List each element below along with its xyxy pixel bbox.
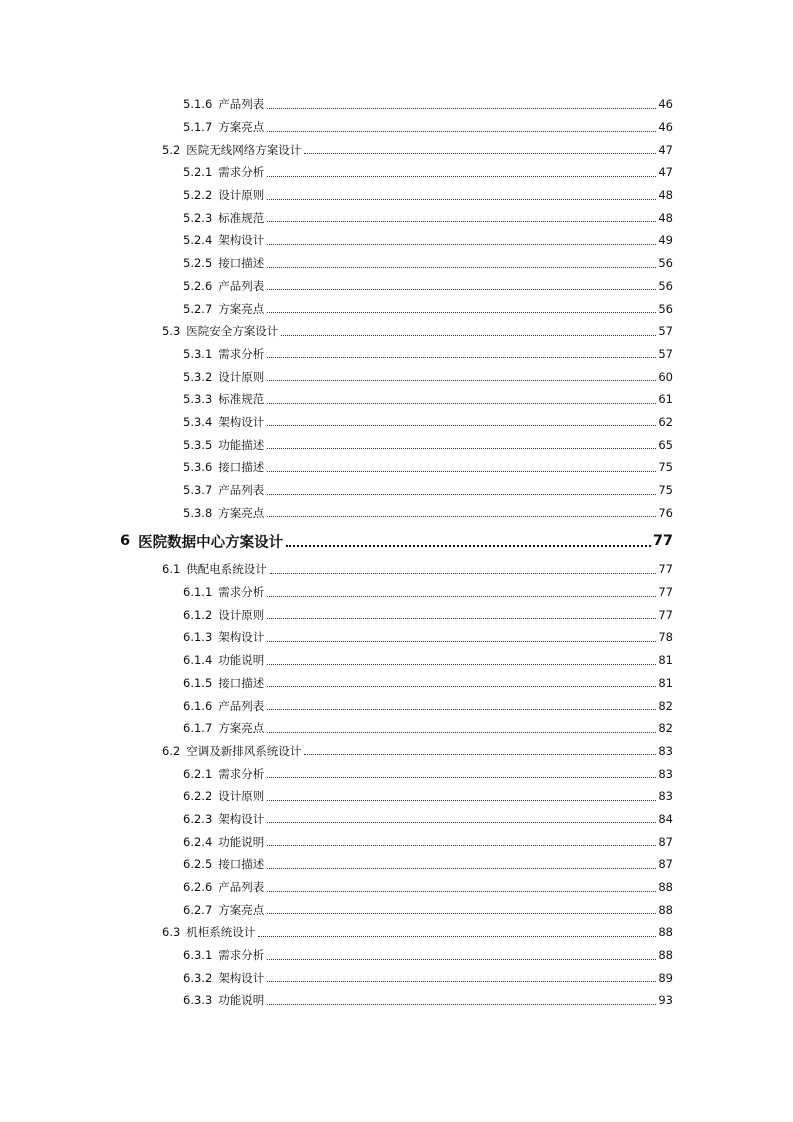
toc-entry-title: 供配电系统设计 xyxy=(186,562,267,577)
toc-entry[interactable] xyxy=(0,694,673,717)
toc-entry[interactable] xyxy=(0,672,673,695)
toc-entry[interactable] xyxy=(0,626,673,649)
toc-entry-title: 机柜系统设计 xyxy=(186,925,256,940)
toc-entry-title: 产品列表 xyxy=(218,483,265,498)
dot-leader xyxy=(267,868,656,869)
dot-leader xyxy=(267,845,656,846)
toc-entry-page: 48 xyxy=(658,188,673,203)
toc-entry-number: 6.1.5 xyxy=(183,675,213,690)
toc-entry-title: 需求分析 xyxy=(218,585,265,600)
toc-entry-number: 6.2.2 xyxy=(183,789,213,804)
toc-entry[interactable] xyxy=(0,966,673,989)
toc-entry[interactable] xyxy=(0,501,673,524)
toc-entry-title: 方案亮点 xyxy=(218,902,265,917)
toc-entry-number: 6.2 xyxy=(162,743,181,758)
toc-entry-title: 需求分析 xyxy=(218,346,265,361)
toc-entry-page: 57 xyxy=(658,346,673,361)
toc-entry-page: 77 xyxy=(652,533,673,550)
toc-entry-number: 6.2.1 xyxy=(183,766,213,781)
toc-entry-title: 架构设计 xyxy=(218,414,265,429)
dot-leader xyxy=(267,709,656,710)
toc-entry-page: 75 xyxy=(658,460,673,475)
toc-entry-number: 6 xyxy=(120,533,131,550)
toc-entry-page: 75 xyxy=(658,483,673,498)
toc-entry[interactable] xyxy=(0,365,673,388)
toc-entry-number: 6.3 xyxy=(162,925,181,940)
toc-entry-title: 产品列表 xyxy=(218,698,265,713)
toc-entry-page: 61 xyxy=(658,392,673,407)
toc-entry-title: 架构设计 xyxy=(218,630,265,645)
dot-leader xyxy=(258,936,656,937)
toc-entry[interactable] xyxy=(0,785,673,808)
toc-entry-number: 5.3.1 xyxy=(183,346,213,361)
dot-leader xyxy=(267,108,656,109)
toc-entry[interactable] xyxy=(0,989,673,1012)
toc-entry-number: 5.1.6 xyxy=(183,97,213,112)
toc-entry[interactable] xyxy=(0,320,673,343)
toc-entry[interactable] xyxy=(0,603,673,626)
dot-leader xyxy=(267,664,656,665)
toc-entry-title: 需求分析 xyxy=(218,766,265,781)
toc-entry-page: 93 xyxy=(658,993,673,1008)
toc-entry-page: 83 xyxy=(658,766,673,781)
toc-entry-page: 81 xyxy=(658,675,673,690)
dot-leader xyxy=(267,494,656,495)
toc-entry-title: 医院无线网络方案设计 xyxy=(186,142,302,157)
toc-entry-number: 6.1.3 xyxy=(183,630,213,645)
toc-entry[interactable] xyxy=(0,456,673,479)
dot-leader xyxy=(267,289,656,290)
toc-entry-number: 6.1.7 xyxy=(183,721,213,736)
toc-entry[interactable] xyxy=(0,388,673,411)
toc-entry-page: 88 xyxy=(658,902,673,917)
toc-entry[interactable] xyxy=(0,184,673,207)
toc-entry-number: 5.1.7 xyxy=(183,120,213,135)
toc-entry[interactable] xyxy=(0,717,673,740)
toc-entry-title: 医院数据中心方案设计 xyxy=(138,534,284,551)
dot-leader xyxy=(267,596,656,597)
toc-entry[interactable] xyxy=(0,206,673,229)
toc-entry-title: 方案亮点 xyxy=(218,721,265,736)
dot-leader xyxy=(267,822,656,823)
toc-entry-number: 6.2.5 xyxy=(183,857,213,872)
dot-leader xyxy=(267,221,656,222)
toc-entry[interactable] xyxy=(0,138,673,161)
toc-entry[interactable] xyxy=(0,740,673,763)
toc-entry[interactable] xyxy=(0,762,673,785)
toc-entry-title: 医院安全方案设计 xyxy=(186,324,279,339)
toc-entry-title: 设计原则 xyxy=(218,607,265,622)
toc-entry-number: 6.3.3 xyxy=(183,993,213,1008)
toc-entry-title: 设计原则 xyxy=(218,789,265,804)
toc-entry[interactable] xyxy=(0,116,673,139)
toc-entry-title: 功能说明 xyxy=(218,834,265,849)
dot-leader xyxy=(267,380,656,381)
toc-entry-title: 产品列表 xyxy=(218,278,265,293)
toc-entry-page: 84 xyxy=(658,811,673,826)
dot-leader xyxy=(267,981,656,982)
toc-entry-title: 接口描述 xyxy=(218,256,265,271)
toc-entry-title: 标准规范 xyxy=(218,210,265,225)
toc-entry-page: 56 xyxy=(658,301,673,316)
toc-entry-page: 76 xyxy=(658,505,673,520)
toc-entry[interactable] xyxy=(0,876,673,899)
dot-leader xyxy=(267,777,656,778)
toc-entry-number: 6.2.7 xyxy=(183,902,213,917)
dot-leader xyxy=(267,403,656,404)
toc-entry-number: 6.1 xyxy=(162,562,181,577)
dot-leader xyxy=(270,573,657,574)
toc-entry-number: 5.2.3 xyxy=(183,210,213,225)
dot-leader xyxy=(267,1004,656,1005)
toc-entry-page: 57 xyxy=(658,324,673,339)
toc-entry-title: 接口描述 xyxy=(218,460,265,475)
toc-entry-page: 47 xyxy=(658,165,673,180)
toc-entry[interactable] xyxy=(0,93,673,116)
toc-entry[interactable] xyxy=(0,229,673,252)
toc-entry-number: 5.2.5 xyxy=(183,256,213,271)
toc-entry-title: 产品列表 xyxy=(218,880,265,895)
toc-entry-page: 88 xyxy=(658,925,673,940)
toc-entry-title: 架构设计 xyxy=(218,811,265,826)
toc-entry-title: 设计原则 xyxy=(218,188,265,203)
toc-entry-page: 46 xyxy=(658,97,673,112)
toc-entry[interactable] xyxy=(0,558,673,581)
toc-entry[interactable] xyxy=(0,433,673,456)
toc-entry[interactable] xyxy=(0,479,673,502)
toc-entry-number: 5.2.4 xyxy=(183,233,213,248)
dot-leader xyxy=(267,800,656,801)
toc-entry-number: 5.3.8 xyxy=(183,505,213,520)
toc-entry-title: 标准规范 xyxy=(218,392,265,407)
toc-entry-title: 功能说明 xyxy=(218,653,265,668)
dot-leader xyxy=(267,425,656,426)
toc-entry-number: 5.3.6 xyxy=(183,460,213,475)
toc-entry-page: 87 xyxy=(658,857,673,872)
toc-entry[interactable] xyxy=(0,921,673,944)
toc-entry[interactable] xyxy=(0,649,673,672)
toc-entry-number: 6.1.4 xyxy=(183,653,213,668)
dot-leader xyxy=(267,516,656,517)
toc-entry-page: 83 xyxy=(658,743,673,758)
toc-entry-number: 5.2.1 xyxy=(183,165,213,180)
toc-entry-number: 5.3 xyxy=(162,324,181,339)
toc-entry-title: 功能说明 xyxy=(218,993,265,1008)
dot-leader xyxy=(267,686,656,687)
toc-entry[interactable] xyxy=(0,161,673,184)
toc-entry-page: 65 xyxy=(658,437,673,452)
toc-entry-title: 方案亮点 xyxy=(218,301,265,316)
toc-entry[interactable] xyxy=(0,275,673,298)
toc-entry-number: 6.2.3 xyxy=(183,811,213,826)
toc-entry[interactable] xyxy=(0,830,673,853)
toc-entry-page: 82 xyxy=(658,721,673,736)
toc-entry-number: 5.3.7 xyxy=(183,483,213,498)
toc-entry-number: 5.3.2 xyxy=(183,369,213,384)
dot-leader xyxy=(267,244,656,245)
toc-entry-page: 77 xyxy=(658,562,673,577)
dot-leader xyxy=(267,199,656,200)
toc-entry-title: 接口描述 xyxy=(218,857,265,872)
toc-entry-number: 5.3.5 xyxy=(183,437,213,452)
toc-entry-title: 产品列表 xyxy=(218,97,265,112)
toc-entry-title: 方案亮点 xyxy=(218,120,265,135)
toc-entry-title: 方案亮点 xyxy=(218,505,265,520)
toc-entry[interactable] xyxy=(0,581,673,604)
toc-entry-number: 6.1.6 xyxy=(183,698,213,713)
toc-entry-page: 82 xyxy=(658,698,673,713)
dot-leader xyxy=(267,641,656,642)
toc-entry-page: 88 xyxy=(658,880,673,895)
toc-entry[interactable] xyxy=(0,411,673,434)
toc-entry-page: 77 xyxy=(658,585,673,600)
toc-entry-title: 接口描述 xyxy=(218,675,265,690)
toc-entry-page: 77 xyxy=(658,607,673,622)
toc-entry-number: 5.2 xyxy=(162,142,181,157)
toc-entry-page: 49 xyxy=(658,233,673,248)
toc-entry-title: 需求分析 xyxy=(218,165,265,180)
toc-entry[interactable] xyxy=(0,524,673,558)
dot-leader xyxy=(267,732,656,733)
dot-leader xyxy=(267,959,656,960)
toc-entry[interactable] xyxy=(0,252,673,275)
toc-entry-title: 架构设计 xyxy=(218,970,265,985)
toc-entry-page: 56 xyxy=(658,256,673,271)
toc-entry-number: 6.3.1 xyxy=(183,948,213,963)
toc-entry-page: 78 xyxy=(658,630,673,645)
toc-entry[interactable] xyxy=(0,853,673,876)
dot-leader xyxy=(267,618,656,619)
dot-leader xyxy=(304,153,656,154)
dot-leader xyxy=(267,448,656,449)
toc-entry[interactable] xyxy=(0,944,673,967)
dot-leader xyxy=(267,131,656,132)
toc-entry-title: 设计原则 xyxy=(218,369,265,384)
dot-leader xyxy=(267,913,656,914)
toc-entry-page: 47 xyxy=(658,142,673,157)
toc-entry-page: 46 xyxy=(658,120,673,135)
toc-entry[interactable] xyxy=(0,808,673,831)
toc-entry-page: 89 xyxy=(658,970,673,985)
dot-leader xyxy=(267,312,656,313)
dot-leader xyxy=(267,357,656,358)
dot-leader xyxy=(267,176,656,177)
toc-entry-page: 56 xyxy=(658,278,673,293)
toc-entry-title: 需求分析 xyxy=(218,948,265,963)
toc-entry-page: 62 xyxy=(658,414,673,429)
toc-entry-title: 架构设计 xyxy=(218,233,265,248)
toc-entry-title: 空调及新排风系统设计 xyxy=(186,743,302,758)
toc-entry-page: 87 xyxy=(658,834,673,849)
toc-entry-page: 60 xyxy=(658,369,673,384)
table-of-contents xyxy=(0,93,793,1012)
toc-entry-page: 83 xyxy=(658,789,673,804)
toc-entry[interactable] xyxy=(0,343,673,366)
toc-entry-number: 6.2.4 xyxy=(183,834,213,849)
toc-entry[interactable] xyxy=(0,297,673,320)
toc-entry-page: 88 xyxy=(658,948,673,963)
dot-leader xyxy=(286,545,651,547)
toc-entry-number: 6.1.2 xyxy=(183,607,213,622)
dot-leader xyxy=(267,891,656,892)
dot-leader xyxy=(267,471,656,472)
dot-leader xyxy=(304,754,656,755)
toc-entry[interactable] xyxy=(0,898,673,921)
toc-entry-title: 功能描述 xyxy=(218,437,265,452)
dot-leader xyxy=(281,335,656,336)
toc-entry-number: 6.1.1 xyxy=(183,585,213,600)
toc-entry-page: 48 xyxy=(658,210,673,225)
toc-entry-number: 6.2.6 xyxy=(183,880,213,895)
toc-entry-number: 5.2.2 xyxy=(183,188,213,203)
dot-leader xyxy=(267,267,656,268)
toc-entry-number: 5.2.6 xyxy=(183,278,213,293)
toc-entry-number: 5.2.7 xyxy=(183,301,213,316)
toc-entry-number: 5.3.4 xyxy=(183,414,213,429)
toc-entry-page: 81 xyxy=(658,653,673,668)
toc-entry-number: 6.3.2 xyxy=(183,970,213,985)
toc-entry-number: 5.3.3 xyxy=(183,392,213,407)
